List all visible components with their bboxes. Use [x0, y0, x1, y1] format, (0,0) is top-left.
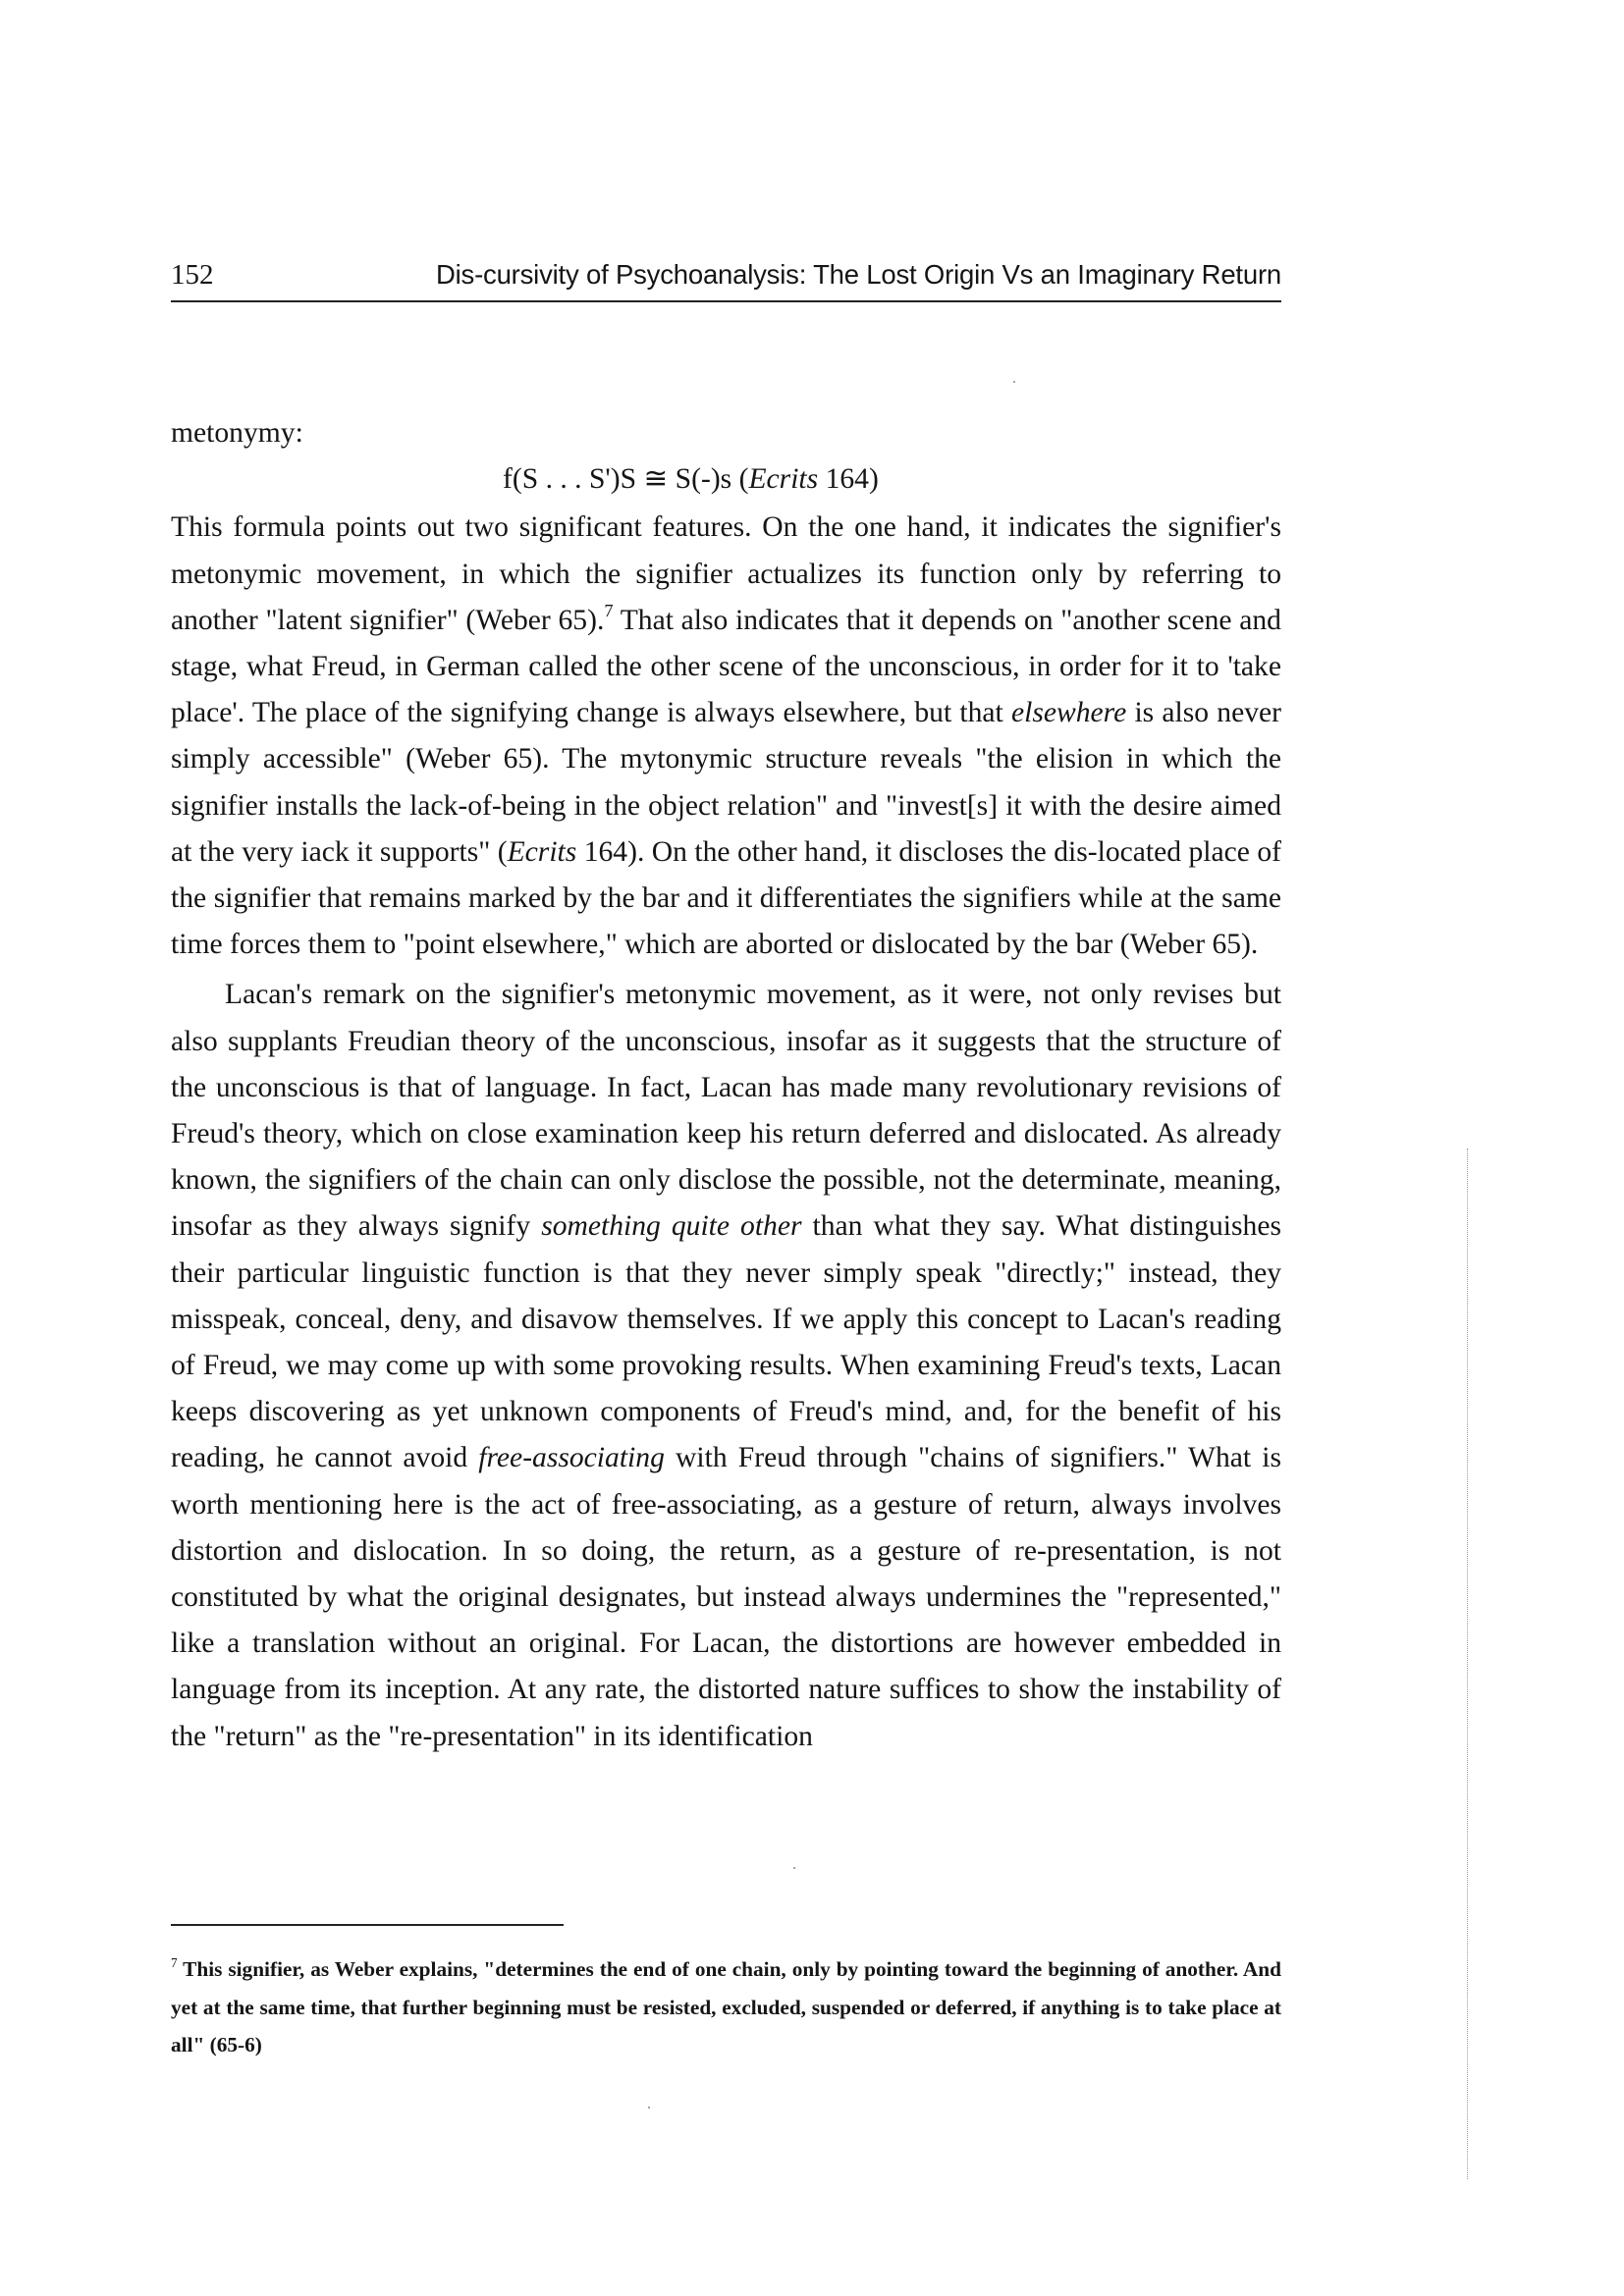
formula-line [171, 456, 1281, 503]
paragraph-1-text-c: is also never simply accessible" (Weber 65). The mytonymic structure reveals "the elision in which the signifier installs the lack-of-being in the object relation" and "invest[s] it with the desire aimed at the very iack it supports" ( [171, 697, 1281, 868]
paragraph-2-italic-something: something quite other [541, 1210, 802, 1243]
page-number: 152 [171, 259, 214, 291]
paragraph-1-text-d: 164). On the other hand, it discloses the dis-located place of the signifier that remains marked by the bar and it differentiates the signifiers while at the same time forces them to "point elsewhere," which are aborted or dislocated by the bar (Weber 65). [171, 835, 1281, 961]
scan-margin-artifact [1467, 1148, 1468, 2179]
paragraph-1-italic-elsewhere: elsewhere [1011, 697, 1127, 729]
paragraph-1 [171, 505, 1281, 968]
paragraph-1-text-b: That also indicates that it depends on "another scene and stage, what Freud, in German called the other scene of the unconscious, in order for it to 'take place'. The place of the signifying change is always elsewhere, but that [171, 604, 1281, 729]
scan-speck [648, 2107, 650, 2109]
formula-open-paren: ( [738, 463, 749, 496]
running-header [171, 257, 1281, 302]
lead-line: metonymy: [171, 417, 303, 449]
scan-speck [793, 1867, 795, 1869]
footnote-text: This signifier, as Weber explains, "determines the end of one chain, only by pointing toward the beginning of another. And yet at the same time, that further beginning must be resisted, excluded, suspended or deferred, if anything is to take place at all" (65-6) [171, 1957, 1281, 2056]
paragraph-2-italic-free-associating: free-associating [478, 1442, 665, 1474]
footnote-marker: 7 [171, 1954, 178, 1970]
footnote-divider [171, 1924, 564, 1926]
formula-citation-page: 164) [825, 463, 879, 496]
paragraph-2 [171, 972, 1281, 1759]
formula-expression: f(S . . . S')S ≅ S(-)s [503, 463, 732, 496]
scan-speck [1013, 381, 1015, 383]
running-title: Dis-cursivity of Psychoanalysis: The Lost Origin Vs an Imaginary Return [435, 259, 1281, 290]
paragraph-2-text-c: with Freud through "chains of signifiers." What is worth mentioning here is the act of free-associating, as a gesture of return, always involves distortion and dislocation. In so doing, the return, as a gesture of re-presentation, is not constituted by what the original designates, but instead always undermines the "represented," like a translation without an original. For Lacan, the distortions are however embedded in language from its inception. At any rate, the distorted nature suffices to show the instability of the "return" as the "re-presentation" in its identification [171, 1442, 1281, 1752]
paragraph-1-italic-ecrits: Ecrits [507, 835, 577, 868]
formula-citation-title: Ecrits [748, 463, 819, 496]
footnote [171, 1950, 1281, 2064]
body-text [171, 410, 1281, 1760]
footnote-reference: 7 [604, 600, 614, 620]
paragraph-1-text-a: This formula points out two significant features. On the one hand, it indicates the signifier's metonymic movement, in which the signifier actualizes its function only by referring to another "latent signifier" (Weber 65). [171, 511, 1281, 636]
paragraph-2-text-a: Lacan's remark on the signifier's metonymic movement, as it were, not only revises but also supplants Freudian theory of the unconscious, insofar as it suggests that the structure of the unconscious is that of language. In fact, Lacan has made many revolutionary revisions of Freud's theory, which on close examination keep his return deferred and dislocated. As already known, the signifiers of the chain can only disclose the possible, not the determinate, meaning, insofar as they always signify [171, 979, 1281, 1243]
paragraph-2-text-b: than what they say. What distinguishes their particular linguistic function is that they never simply speak "directly;" instead, they misspeak, conceal, deny, and disavow themselves. If we apply this concept to Lacan's reading of Freud, we may come up with some provoking results. When examining Freud's texts, Lacan keeps discovering as yet unknown components of Freud's mind, and, for the benefit of his reading, he cannot avoid [171, 1210, 1281, 1474]
